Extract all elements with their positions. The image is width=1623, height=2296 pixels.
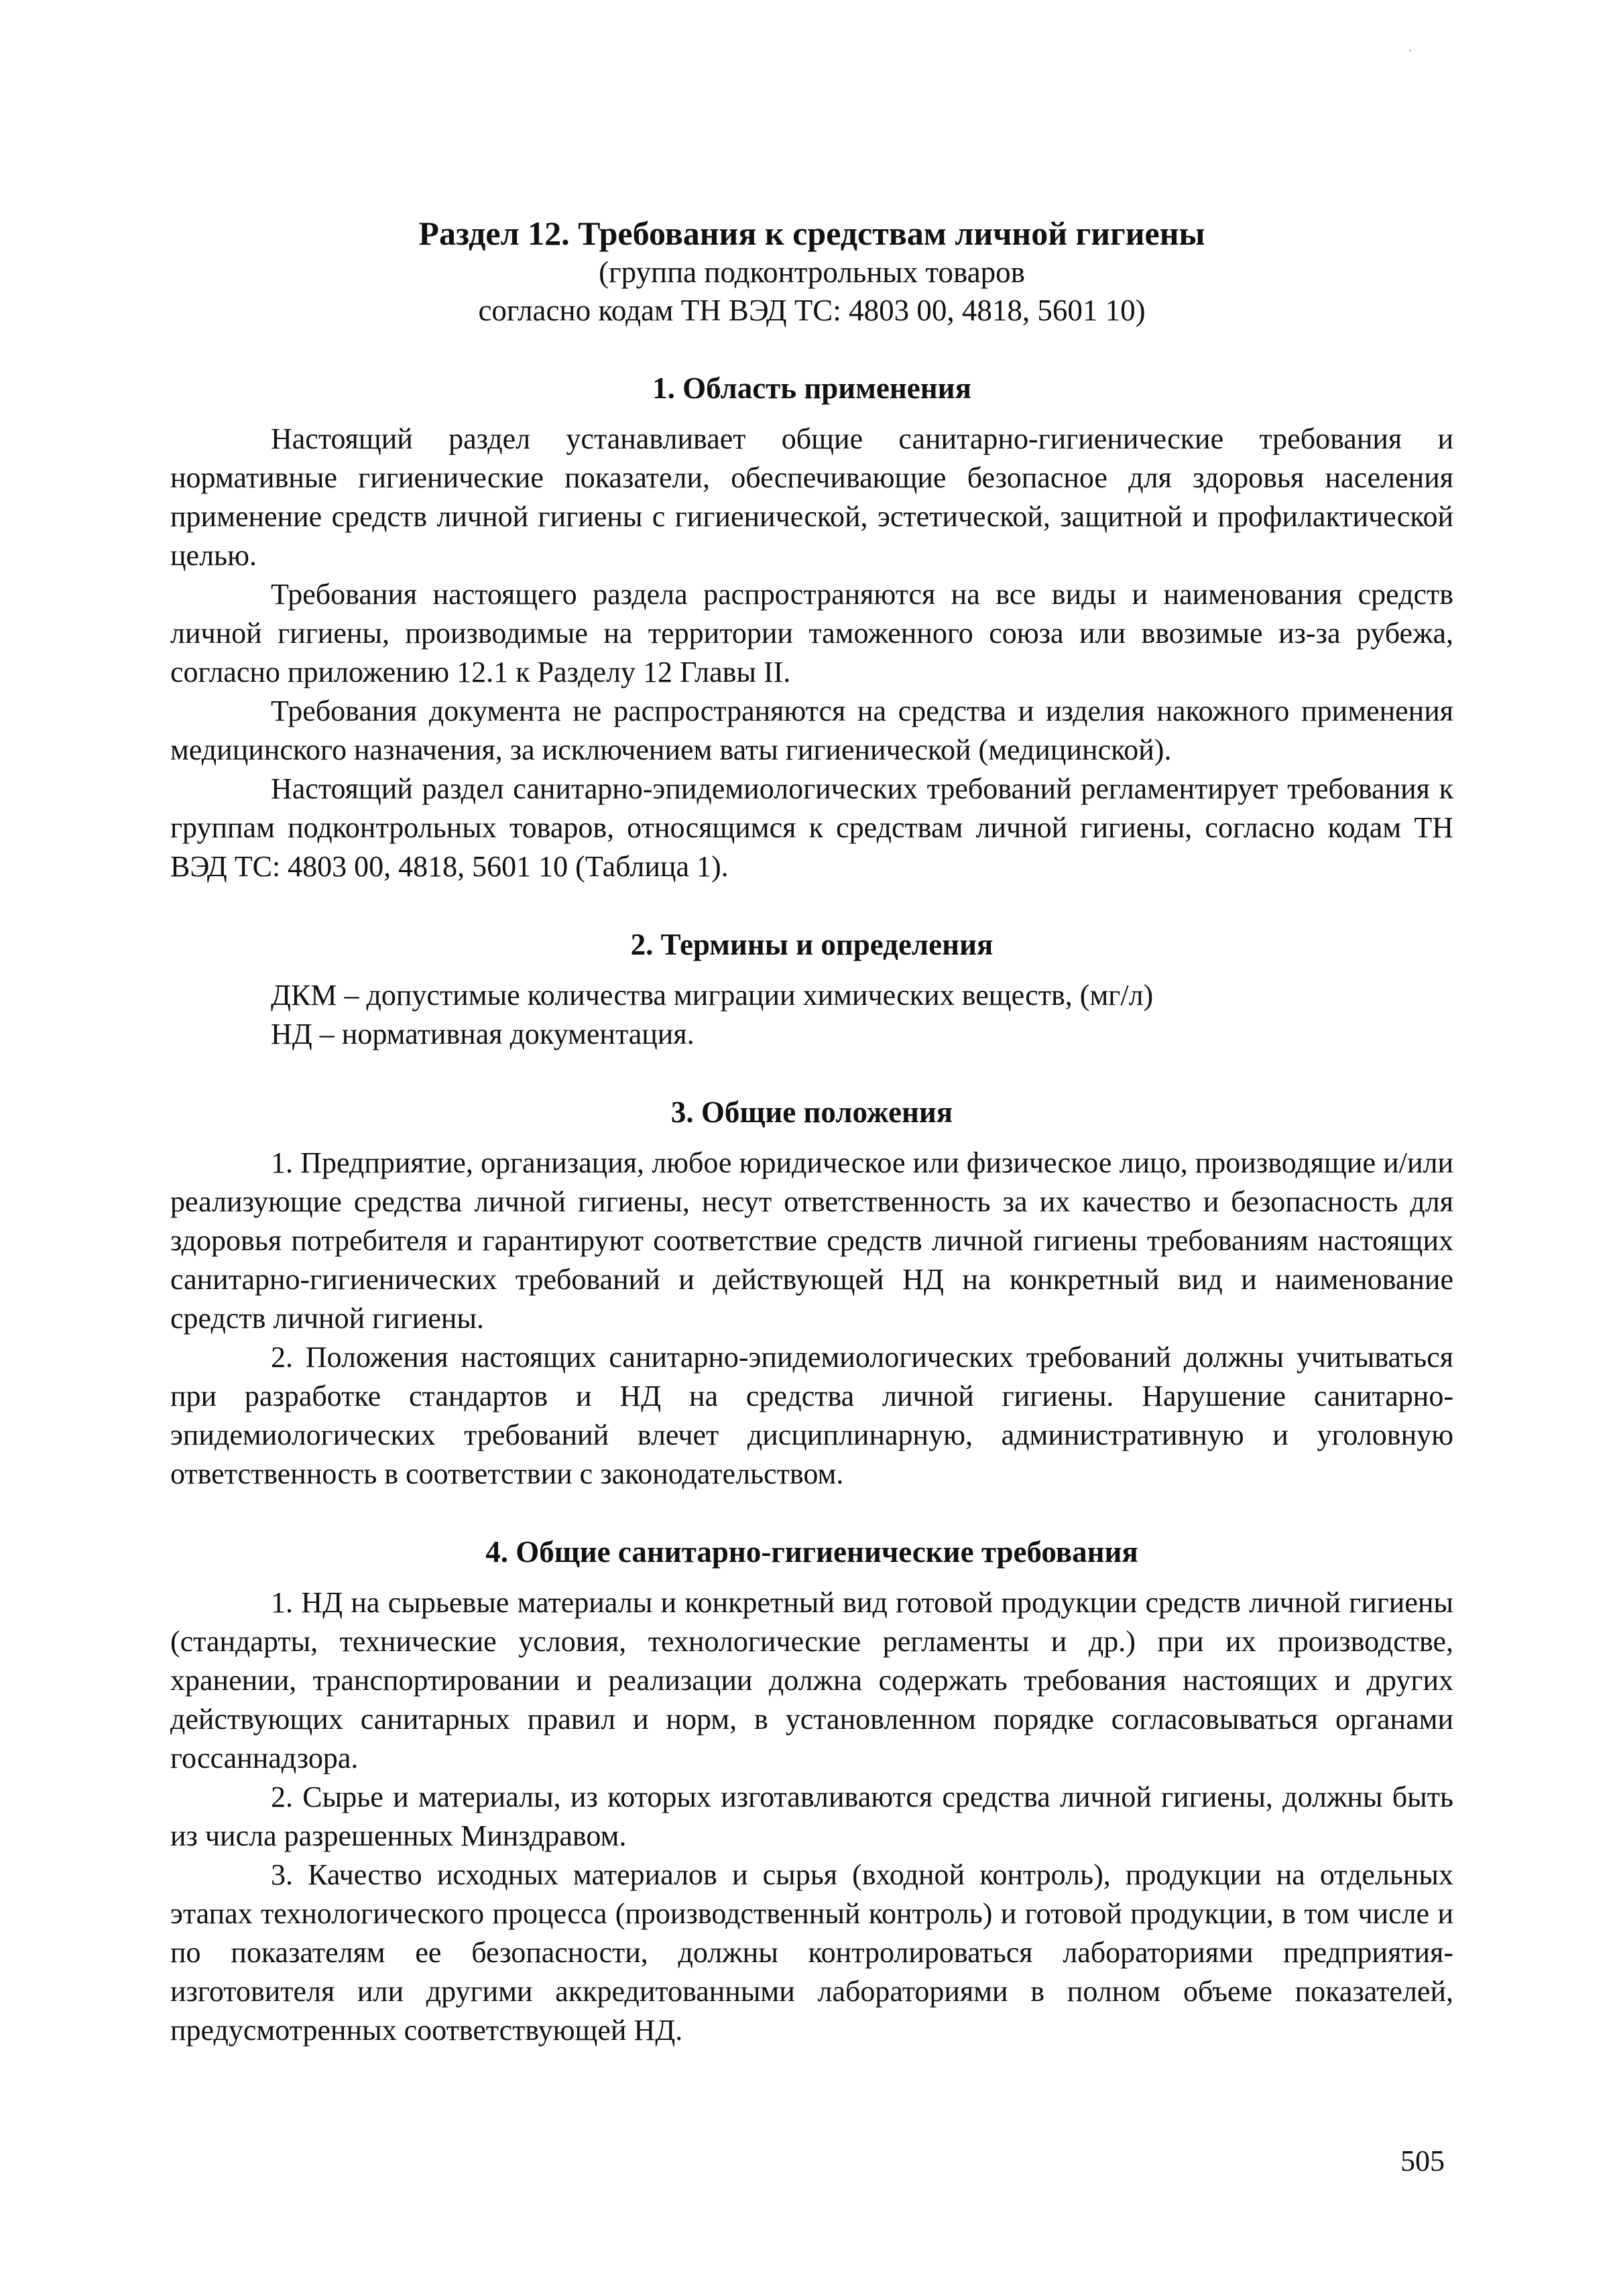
paragraph: 1. НД на сырьевые материалы и конкретный вид готовой продукции средств личной гигиены (стандарты, технические условия, технологические регламенты и др.) при их производстве, хранении, транспортировании и реализации должна содержать требования настоящих и других действующих санитарных правил и норм, в установленном порядке согласовываться органами госсаннадзора. [170, 1586, 1453, 1774]
section-heading: 1. Область применения [652, 371, 971, 405]
paragraph: 1. Предприятие, организация, любое юридическое или физическое лицо, производящие и/или реализующие средства личной гигиены, несут ответственность за их качество и безопасность для здоровья потребителя и гарантируют соответствие средств личной гигиены требованиям настоящих санитарно-гигиенических требований и действующей НД на конкретный вид и наименование средств личной гигиены. [170, 1146, 1453, 1335]
paragraph: Требования настоящего раздела распространяются на все виды и наименования средств личной гигиены, производимые на территории таможенного союза или ввозимые из-за рубежа, согласно приложению 12.1 к Разделу 12 Главы II. [170, 578, 1453, 688]
section-sanitary-requirements [170, 1532, 1453, 2050]
document-subtitle-line-2: согласно кодам ТН ВЭД ТС: 4803 00, 4818, 5601 10) [478, 294, 1146, 327]
paragraph: 3. Качество исходных материалов и сырья (входной контроль), продукции на отдельных этапах технологического процесса (производственный контроль) и готовой продукции, в том числе и по показателям ее безопасности, должны контролироваться лабораториями предприятия-изготовителя или другими аккредитованными лабораториями в полном объеме показателей, предусмотренных соответствующей НД. [170, 1858, 1453, 2047]
section-terms [170, 925, 1453, 1054]
section-general-provisions [170, 1093, 1453, 1494]
document-header [170, 213, 1453, 330]
paragraph: Требования документа не распространяются на средства и изделия накожного применения медицинского назначения, за исключением ваты гигиенической (медицинской). [170, 694, 1453, 766]
term-definition: НД – нормативная документация. [271, 1018, 695, 1050]
section-heading: 2. Термины и определения [630, 928, 994, 961]
scan-speck [1409, 50, 1411, 52]
paragraph: 2. Положения настоящих санитарно-эпидемиологических требований должны учитываться при разработке стандартов и НД на средства личной гигиены. Нарушение санитарно-эпидемиологических требований влечет дисциплинарную, административную и уголовную ответственность в соответствии с законодательством. [170, 1341, 1453, 1490]
document-subtitle-line-1: (группа подконтрольных товаров [599, 255, 1025, 289]
paragraph: Настоящий раздел устанавливает общие санитарно-гигиенические требования и нормативные гигиенические показатели, обеспечивающие безопасное для здоровья населения применение средств личной гигиены с гигиенической, эстетической, защитной и профилактической целью. [170, 422, 1453, 572]
document-body [170, 213, 1453, 2050]
page-number: 505 [1400, 2144, 1445, 2177]
term-definition: ДКМ – допустимые количества миграции химических веществ, (мг/л) [271, 979, 1154, 1012]
paragraph: Настоящий раздел санитарно-эпидемиологических требований регламентирует требования к группам подконтрольных товаров, относящимся к средствам личной гигиены, согласно кодам ТН ВЭД ТС: 4803 00, 4818, 5601 10 (Таблица 1). [170, 772, 1453, 883]
section-heading: 3. Общие положения [670, 1095, 953, 1129]
section-heading: 4. Общие санитарно-гигиенические требования [485, 1535, 1138, 1569]
paragraph: 2. Сырье и материалы, из которых изготавливаются средства личной гигиены, должны быть из числа разрешенных Минздравом. [170, 1780, 1453, 1852]
document-title: Раздел 12. Требования к средствам личной гигиены [418, 215, 1205, 252]
section-scope [170, 369, 1453, 886]
